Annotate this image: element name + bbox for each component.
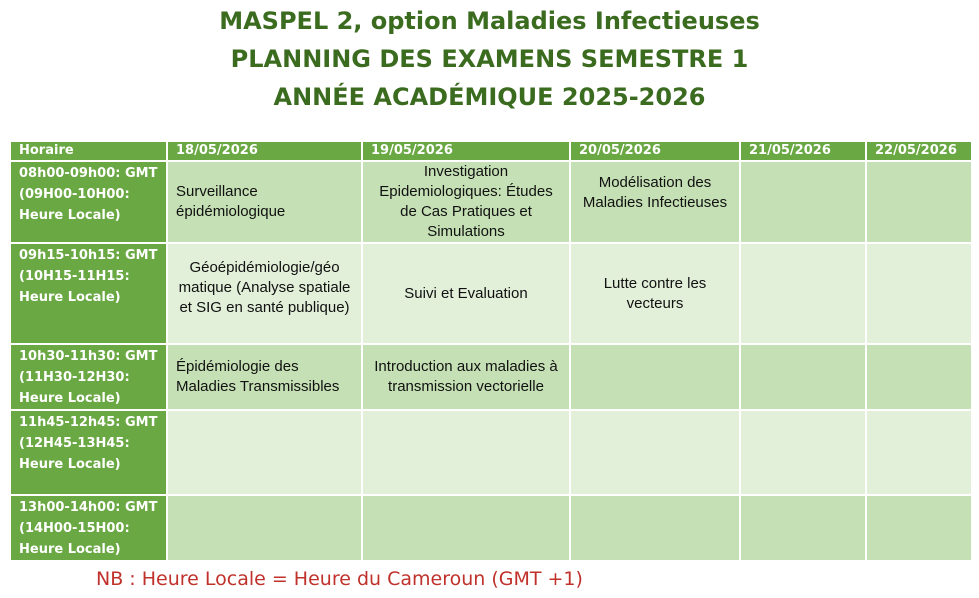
title-line-program: MASPEL 2, option Maladies Infectieuses — [219, 7, 760, 35]
exam-cell — [570, 495, 740, 561]
title-line-planning: PLANNING DES EXAMENS SEMESTRE 1 — [230, 45, 749, 73]
header-date: 18/05/2026 — [167, 141, 362, 161]
exam-cell — [866, 344, 972, 410]
exam-cell — [570, 243, 740, 344]
time-local: (09H00-10H00: — [19, 187, 130, 202]
exam-subject: Surveillance épidémiologique — [176, 183, 286, 220]
exam-cell — [866, 495, 972, 561]
exam-subject: Géoépidémiologie/géo matique (Analyse spatiale et SIG en santé publique) — [178, 258, 351, 316]
exam-cell — [570, 161, 740, 243]
time-gmt: 13h00-14h00: GMT — [19, 500, 158, 515]
exam-cell — [866, 410, 972, 495]
time-gmt: 09h15-10h15: GMT — [19, 248, 158, 263]
exam-cell — [362, 161, 570, 243]
exam-subject: Investigation Epidemiologiques: Études de Cas Pratiques et Simulations — [379, 163, 553, 240]
time-local: (14H00-15H00: — [19, 521, 130, 536]
time-local-label: Heure Locale) — [19, 542, 121, 557]
exam-cell — [362, 344, 570, 410]
exam-cell — [167, 344, 362, 410]
exam-cell — [740, 161, 866, 243]
time-slot — [10, 344, 167, 410]
exam-cell — [866, 243, 972, 344]
exam-cell — [740, 495, 866, 561]
time-local: (10H15-11H15: — [19, 269, 130, 284]
exam-cell — [167, 410, 362, 495]
exam-cell — [167, 495, 362, 561]
document-title — [0, 2, 979, 116]
exam-cell — [362, 410, 570, 495]
time-slot — [10, 161, 167, 243]
exam-subject: Lutte contre les vecteurs — [603, 274, 707, 312]
time-local-label: Heure Locale) — [19, 208, 121, 223]
exam-cell — [570, 410, 740, 495]
exam-cell — [740, 410, 866, 495]
exam-subject: Suivi et Evaluation — [404, 284, 528, 302]
header-date: 19/05/2026 — [362, 141, 570, 161]
time-local: (12H45-13H45: — [19, 436, 130, 451]
exam-cell — [570, 344, 740, 410]
exam-cell — [866, 161, 972, 243]
header-horaire: Horaire — [10, 141, 167, 161]
exam-cell — [167, 161, 362, 243]
header-date: 22/05/2026 — [866, 141, 972, 161]
exam-schedule-table — [9, 140, 973, 562]
header-date: 21/05/2026 — [740, 141, 866, 161]
time-slot — [10, 410, 167, 495]
time-gmt: 08h00-09h00: GMT — [19, 166, 158, 181]
table-row — [10, 344, 972, 410]
table-row — [10, 243, 972, 344]
time-local: (11H30-12H30: — [19, 370, 130, 385]
table-row — [10, 410, 972, 495]
exam-cell — [362, 495, 570, 561]
table-header-row — [10, 141, 972, 161]
time-local-label: Heure Locale) — [19, 457, 121, 472]
time-local-label: Heure Locale) — [19, 290, 121, 305]
timezone-note: NB : Heure Locale = Heure du Cameroun (GMT +1) — [96, 568, 583, 590]
table-row — [10, 161, 972, 243]
time-slot — [10, 243, 167, 344]
exam-cell — [740, 344, 866, 410]
table-row — [10, 495, 972, 561]
exam-subject: Modélisation des Maladies Infectieuses — [582, 174, 728, 211]
time-gmt: 11h45-12h45: GMT — [19, 415, 158, 430]
exam-subject: Épidémiologie des Maladies Transmissibles — [176, 358, 340, 395]
exam-cell — [362, 243, 570, 344]
exam-cell — [167, 243, 362, 344]
exam-subject: Introduction aux maladies à transmission vectorielle — [374, 358, 558, 395]
time-gmt: 10h30-11h30: GMT — [19, 349, 158, 364]
exam-cell — [740, 243, 866, 344]
title-line-academic-year: ANNÉE ACADÉMIQUE 2025-2026 — [273, 83, 706, 111]
time-slot — [10, 495, 167, 561]
header-date: 20/05/2026 — [570, 141, 740, 161]
time-local-label: Heure Locale) — [19, 391, 121, 406]
